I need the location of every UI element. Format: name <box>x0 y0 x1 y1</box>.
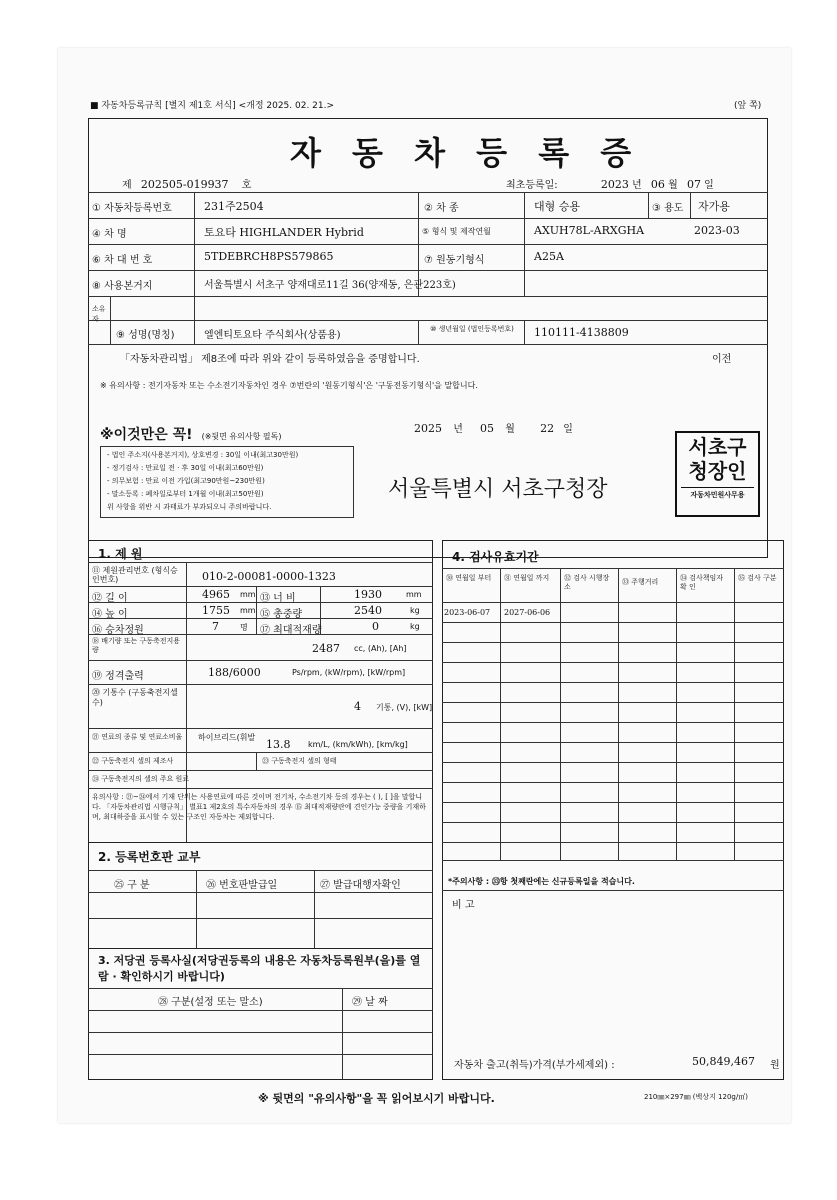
specs-footnote: 유의사항 : ㉑~㉔에서 기재 단위는 사용연료에 따른 것이며 전기차, 수소전기차 등의 경우는 ( ), [ ]을 말합니다. 「자동차관리법 시행규칙」 별표1 제2호의 특수자동차의 경우 ⑮ 최대적재량란에 견인가능 중량을 기재하며, 최대하중을 표시할 수 있는 구조인 자동차는 제외합니다. <box>92 793 426 821</box>
insp-row1-to: 2027-06-06 <box>504 608 551 617</box>
remarks-label: 비 고 <box>452 900 475 911</box>
plates-heading: 2. 등록번호판 교부 <box>98 850 201 864</box>
year-mark: 년 <box>632 180 642 191</box>
seal-line-2: 청장인 <box>688 459 747 483</box>
insp-col-2: ㉛ 연월일 까지 <box>504 574 550 582</box>
insp-col-6: ㉟ 검사 구분 <box>738 574 777 582</box>
seal-line-3: 자동차민원사무용 <box>681 487 754 502</box>
width-unit: mm <box>406 590 422 599</box>
bat-shape-label: ㉓ 구동축전지 셀의 형태 <box>262 757 337 765</box>
issue-year: 2025 <box>414 422 442 435</box>
type-label: ② 차 종 <box>424 203 459 214</box>
footer-text: ※ 뒷면의 "유의사항"을 꼭 읽어보시기 바랍니다. <box>258 1092 495 1105</box>
month-mark: 월 <box>668 180 678 191</box>
form-header: ■ 자동차등록규칙 [별지 제1호 서식] <개정 2025. 02. 21.> <box>90 101 335 111</box>
height-label: ⑭ 높 이 <box>92 609 128 620</box>
insp-col-3: ㉜ 검사 시행장소 <box>564 574 610 591</box>
specs-heading: 1. 제 원 <box>98 547 143 561</box>
insp-note: *주의사항 : ㉝항 첫째란에는 신규등록일을 적습니다. <box>448 877 635 886</box>
length-label: ⑫ 길 이 <box>92 593 128 604</box>
base-value: 서울특별시 서초구 양재대로11길 36(양재동, 은관223호) <box>204 280 456 291</box>
motor-label: ⑦ 원동기형식 <box>424 255 485 266</box>
car-name-value: 토요타 HIGHLANDER Hybrid <box>204 226 364 239</box>
length-unit: mm <box>240 590 256 599</box>
plates-col-3: ㉗ 발급대행자확인 <box>320 880 401 891</box>
motor-value: A25A <box>534 250 564 263</box>
plates-col-2: ㉖ 번호판발급일 <box>206 880 278 891</box>
cert-note: ※ 유의사항 : 전기자동차 또는 수소전기자동차인 경우 ⑦번란의 '원동기형식'은 '구동전동기형식'을 말합니다. <box>100 381 478 390</box>
seats-value: 7 <box>212 620 219 633</box>
base-label: ⑧ 사용본거지 <box>92 281 153 292</box>
owner-id-value: 110111-4138809 <box>534 326 629 339</box>
disp-value: 2487 <box>312 642 340 655</box>
day-mark: 일 <box>704 180 714 191</box>
bat-main-label: ㉔ 구동축전지의 셀의 주요 원료 <box>92 775 190 783</box>
page-side: (앞 쪽) <box>734 101 762 111</box>
first-reg-day: 07 <box>686 178 701 191</box>
disp-unit: cc, (Ah), [Ah] <box>354 644 407 653</box>
car-name-label: ④ 차 명 <box>92 229 127 240</box>
gross-value: 2540 <box>354 604 382 617</box>
width-label: ⑬ 너 비 <box>260 593 296 604</box>
model-value: AXUH78L-ARXGHA <box>534 224 645 237</box>
notice-line: - 정기검사 : 만료일 전 · 후 30일 이내(최고60만원) <box>107 464 264 472</box>
insp-col-4: ㉝ 주행거리 <box>622 578 659 586</box>
power-value: 188/6000 <box>208 666 261 679</box>
price-label: 자동차 출고(취득)가격(부가세제외) : <box>454 1060 615 1071</box>
inspection-frame <box>442 540 784 1080</box>
seats-unit: 명 <box>240 623 248 632</box>
disp-label: ⑱ 배기량 또는 구동축전지용량 <box>92 637 181 654</box>
first-reg-year: 2023 <box>600 178 629 191</box>
cert-transfer: 이전 <box>712 354 732 365</box>
seats-label: ⑯ 승차정원 <box>92 625 144 636</box>
owner-name-value: 엘엔티토요타 주식회사(상품용) <box>204 330 341 341</box>
cert-statement: 「자동차관리법」 제8조에 따라 위와 같이 등록하였음을 증명합니다. <box>120 354 420 365</box>
price-unit: 원 <box>770 1060 780 1071</box>
notice-line: - 법인 주소지(사용본거지), 상호변경 : 30일 이내(최고30만원) <box>107 451 299 459</box>
notice-line: - 말소등록 : 폐차일로부터 1개월 이내(최고50만원) <box>107 490 264 498</box>
model-year: 2023-03 <box>694 224 740 237</box>
load-unit: kg <box>410 622 420 631</box>
mortgage-heading: 3. 저당권 등록사실(저당권등록의 내용은 자동차등록원부(을)를 열람 · 확인하시기 바랍니다) <box>98 954 421 983</box>
insp-row1-from: 2023-06-07 <box>444 608 491 617</box>
fuel-eff: 13.8 <box>266 738 291 751</box>
notice-sub: (※뒷면 유의사항 필독) <box>201 432 282 441</box>
notice-line: 위 사항을 위반 시 과태료가 부과되오니 주의바랍니다. <box>107 503 272 511</box>
issue-month: 05 <box>480 422 495 435</box>
insp-col-5: ㉞ 검사책임자 확 인 <box>680 574 724 591</box>
width-value: 1930 <box>354 588 382 601</box>
cyl-value: 4 <box>354 700 361 713</box>
registration-certificate <box>58 48 791 1123</box>
gross-unit: kg <box>410 606 420 615</box>
page-title: 자 동 차 등 록 증 <box>290 134 642 172</box>
owner-side-label: 소유자 <box>92 305 106 323</box>
cyl-label: ⑳ 기통수 (구동축전지셀수) <box>92 688 178 707</box>
notice-line: - 의무보험 : 만료 이전 가입(최고90만원~230만원) <box>107 477 265 485</box>
type-value: 대형 승용 <box>534 200 581 213</box>
vin-value: 5TDEBRCH8PS579865 <box>204 250 334 263</box>
mortgage-col-1: ㉘ 구분(설정 또는 말소) <box>158 997 263 1008</box>
model-label: ⑤ 형식 및 제작연월 <box>422 227 491 236</box>
bat-maker-label: ㉒ 구동축전지 셀의 제조사 <box>92 757 174 765</box>
notice-box <box>100 446 354 518</box>
cyl-unit: 기통, (V), [kW] <box>376 703 433 712</box>
reg-no-suffix: 호 <box>241 180 252 191</box>
seal-line-1: 서초구 <box>688 435 747 459</box>
fuel-label: ㉑ 연료의 종류 및 연료소비율 <box>92 733 183 741</box>
inspection-heading: 4. 검사유효기간 <box>452 550 539 564</box>
issue-day-mark: 일 <box>563 424 573 435</box>
price-value: 50,849,467 <box>692 1055 755 1068</box>
usage-label: ③ 용도 <box>652 203 684 214</box>
height-unit: mm <box>240 606 256 615</box>
power-label: ⑲ 정격출력 <box>92 671 144 682</box>
mgmt-label: ⑪ 제원관리번호 (형식승인번호) <box>92 566 178 584</box>
length-value: 4965 <box>202 588 230 601</box>
official-seal <box>675 431 760 517</box>
insp-col-1: ㉚ 연월일 부터 <box>446 574 492 582</box>
reg-no-prefix: 제 <box>122 180 132 191</box>
vin-label: ⑥ 차 대 번 호 <box>92 255 153 266</box>
plates-col-1: ㉕ 구 분 <box>114 880 150 891</box>
plate-value: 231주2504 <box>204 200 264 213</box>
plate-label: ① 자동차등록번호 <box>92 203 172 214</box>
usage-value: 자가용 <box>698 200 730 213</box>
mortgage-col-2: ㉙ 날 짜 <box>352 997 388 1008</box>
first-reg-label: 최초등록일: <box>506 180 558 191</box>
fuel-unit: km/L, (km/kWh), [km/kg] <box>308 740 408 749</box>
power-unit: Ps/rpm, (kW/rpm), [kW/rpm] <box>292 668 406 677</box>
issuer: 서울특별시 서초구청장 <box>388 477 608 502</box>
load-label: ⑰ 최대적재량 <box>260 625 322 636</box>
owner-name-label: ⑨ 성명(명칭) <box>116 330 175 341</box>
owner-id-label: ⑩ 생년월일 (법인등록번호) <box>430 325 514 333</box>
load-value: 0 <box>372 620 379 633</box>
paper-size: 210㎜×297㎜ (백상지 120g/㎡) <box>644 1093 748 1101</box>
first-reg-month: 06 <box>650 178 665 191</box>
issue-year-mark: 년 <box>453 424 463 435</box>
gross-label: ⑮ 총중량 <box>260 609 303 620</box>
notice-title: ※이것만은 꼭! <box>100 427 193 443</box>
reg-number: 202505-019937 <box>140 178 229 191</box>
mgmt-value: 010-2-00081-0000-1323 <box>202 570 336 583</box>
height-value: 1755 <box>202 604 230 617</box>
issue-day: 22 <box>540 422 555 435</box>
issue-month-mark: 월 <box>505 424 515 435</box>
fuel-type: 하이브리드(휘발 <box>198 733 256 742</box>
